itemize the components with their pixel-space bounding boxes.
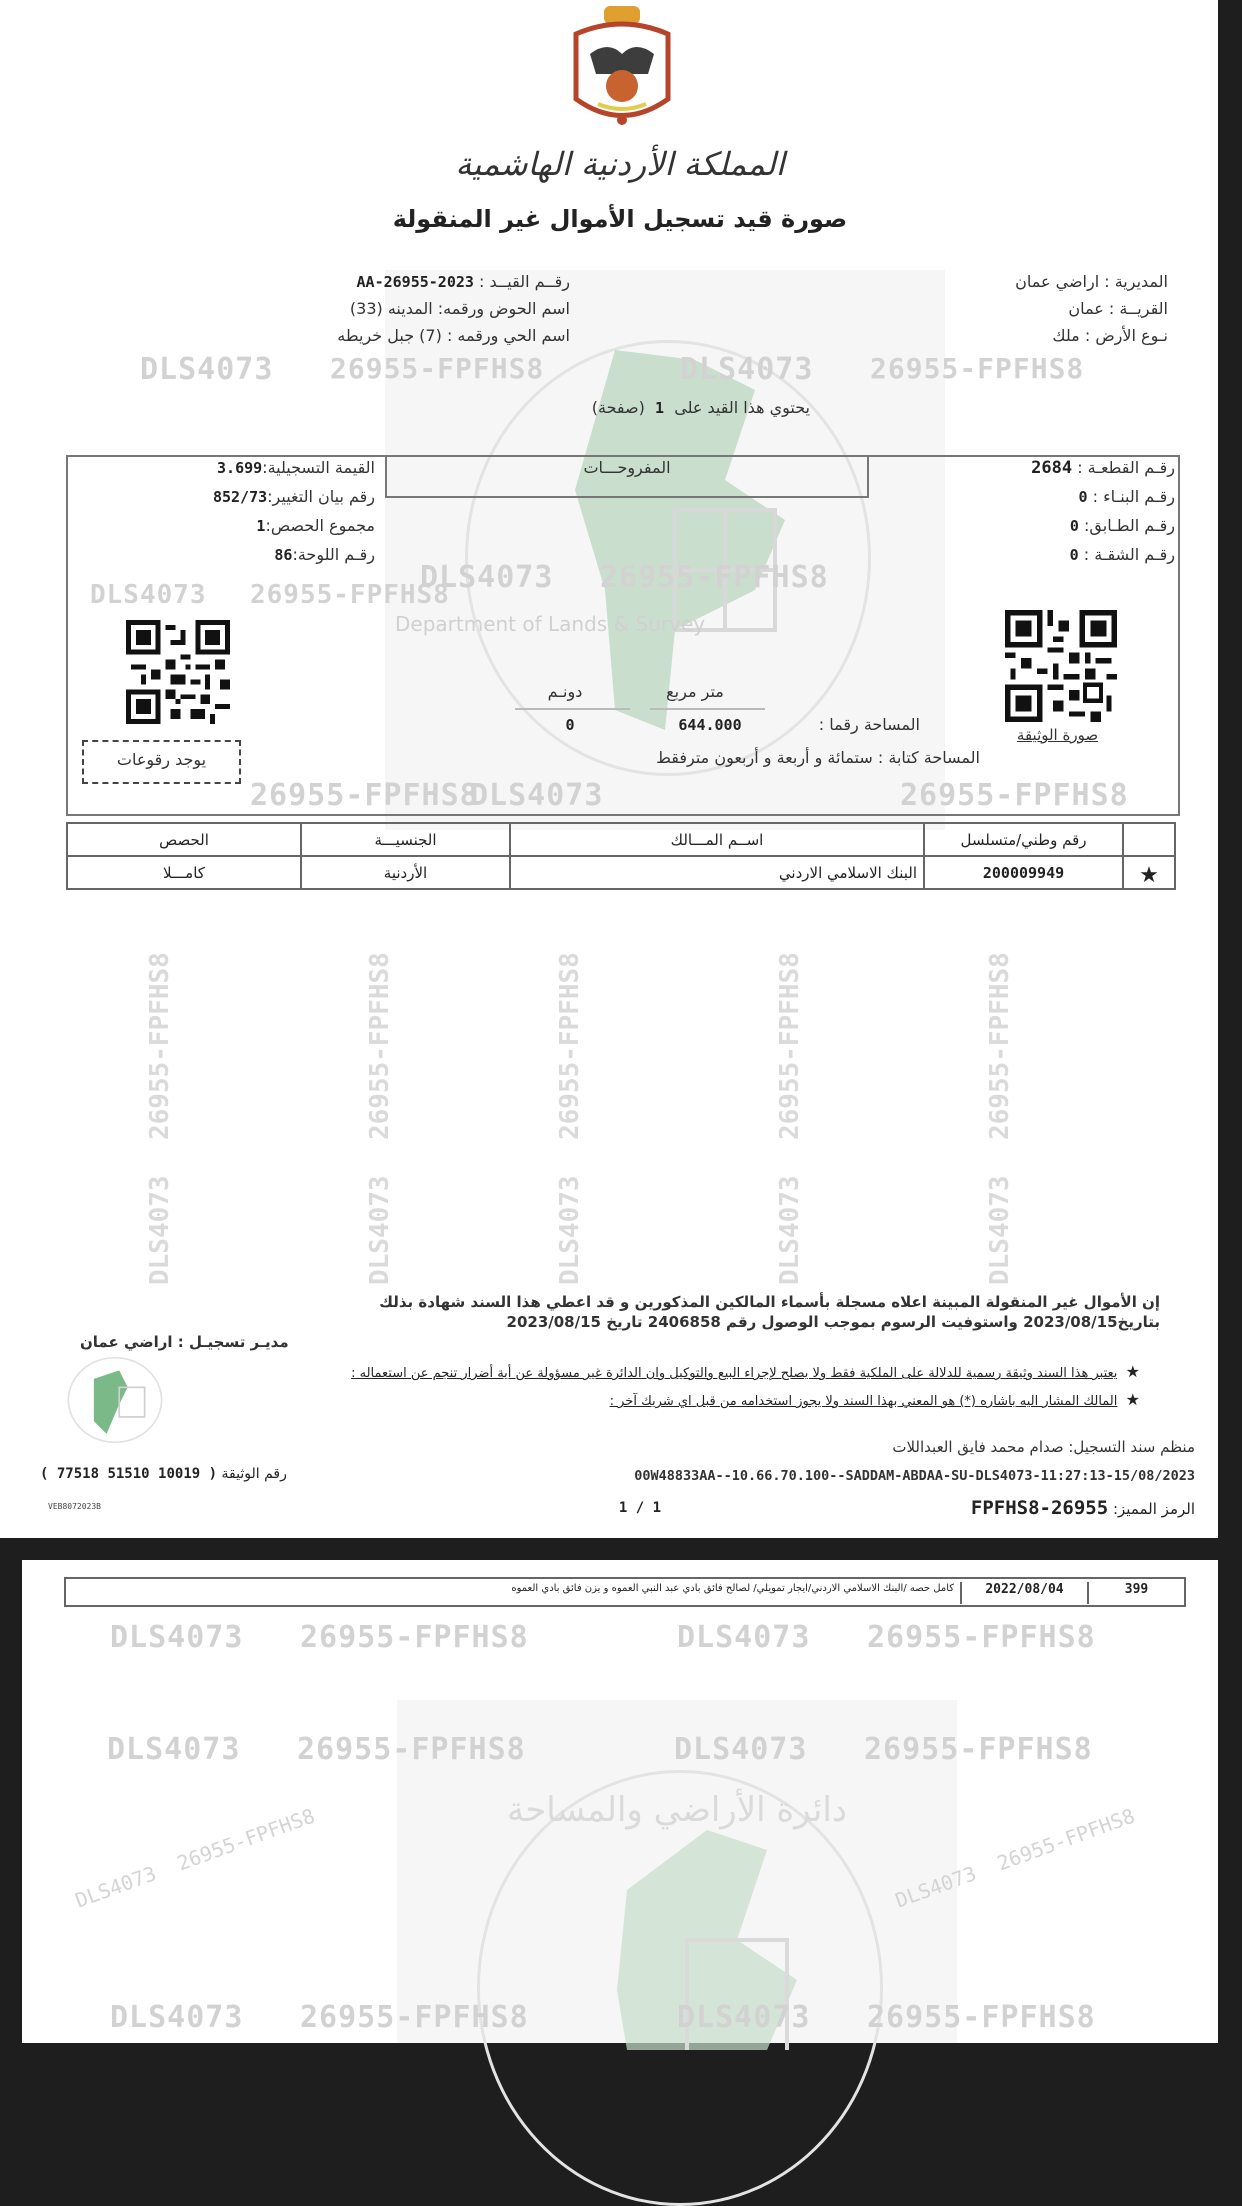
- area-words: المساحة كتابة : ستمائة و أربعة و أربعون مترفقط: [656, 748, 980, 767]
- header-nationality: الجنسيـــة: [301, 823, 510, 856]
- parcel-floor-number: رقـم الطـابق: 0: [1069, 516, 1175, 535]
- watermark-code-vertical: 26955-FPFHS8: [365, 952, 395, 1140]
- header-mark: [1123, 823, 1175, 856]
- watermark-code: 26955-FPFHS8: [864, 1732, 1093, 1767]
- watermark-office: DLS4073: [140, 352, 274, 387]
- watermark-office: DLS4073: [90, 580, 207, 610]
- parcel-total-shares: مجموع الحصص:1: [256, 516, 375, 535]
- owners-table: [66, 822, 1176, 890]
- watermark-office: DLS4073: [110, 2000, 244, 2035]
- parcel-right-fields: [960, 458, 1175, 574]
- watermark-code-vertical: 26955-FPFHS8: [985, 952, 1015, 1140]
- watermark-code: 26955-FPFHS8: [867, 2000, 1096, 2035]
- certificate-line-1: إن الأموال غير المنقولة المبينة اعلاه مسجلة بأسماء المالكين المذكورين و قد اعطي هذا السند شهادة بذلك: [379, 1293, 1160, 1311]
- header-shares: الحصص: [67, 823, 301, 856]
- watermark-office: DLS4073: [107, 1732, 241, 1767]
- area-numeric-label: المساحة رقما :: [818, 715, 920, 734]
- watermark-code: 26955-FPFHS8: [300, 1620, 529, 1655]
- info-neighborhood: اسم الحي ورقمه : (7) جبل خريطه: [337, 326, 570, 345]
- organizer-line: منظم سند التسجيل: صدام محمد فايق العبداللات: [892, 1438, 1195, 1456]
- distinct-code: الرمز المميز: 26955-FPFHS8: [970, 1497, 1195, 1519]
- watermark-office-vertical: DLS4073: [365, 1175, 395, 1285]
- star-icon: ★: [1125, 1362, 1140, 1381]
- watermark-code: 26955-FPFHS8: [900, 778, 1129, 813]
- watermark-code: 26955-FPFHS8: [600, 560, 829, 595]
- watermark-code-vertical: 26955-FPFHS8: [145, 952, 175, 1140]
- department-seal-icon: [60, 1350, 170, 1450]
- qr-code-left[interactable]: [126, 620, 230, 724]
- watermark-code: 26955-FPFHS8: [297, 1732, 526, 1767]
- watermark-office: DLS4073: [470, 778, 604, 813]
- area-unit-divider: [515, 708, 630, 710]
- registrar-line: مديـر تسجيـل : اراضي عمان: [80, 1333, 289, 1351]
- notes: [180, 1362, 1140, 1418]
- watermark-code: 26955-FPFHS8: [250, 778, 479, 813]
- parcel-plot-number: رقـم القطعـة : 2684: [1031, 458, 1175, 478]
- parcel-apartment-number: رقـم الشقـة : 0: [1069, 545, 1175, 564]
- info-right: [880, 272, 1168, 353]
- parcel-left-fields: [135, 458, 375, 574]
- area-dunum-value: 0: [565, 716, 575, 734]
- watermark-office: DLS4073: [420, 560, 554, 595]
- watermark-diagonal: DLS4073 26955-FPFHS8: [892, 1803, 1138, 1913]
- reference-small: VEB8072023B: [48, 1502, 101, 1511]
- encumbrances-box: [385, 456, 869, 498]
- info-basin: اسم الحوض ورقمه: المدينه (33): [349, 299, 570, 318]
- owner-star-mark: ★: [1123, 856, 1175, 889]
- kingdom-name: المملكة الأردنية الهاشمية: [455, 145, 785, 183]
- qr-code-right[interactable]: [1005, 610, 1117, 722]
- encumbrance-date: 2022/08/04: [960, 1582, 1087, 1604]
- watermark-code: 26955-FPFHS8: [300, 2000, 529, 2035]
- watermark-code-vertical: 26955-FPFHS8: [555, 952, 585, 1140]
- document-title: صورة قيد تسجيل الأموال غير المنقولة: [392, 205, 848, 233]
- watermark-office: DLS4073: [677, 2000, 811, 2035]
- seal-text-ar: دائرة الأراضي والمساحة: [507, 1790, 847, 1830]
- watermark-code-vertical: 26955-FPFHS8: [775, 952, 805, 1140]
- owner-share: كامـــلا: [67, 856, 301, 889]
- parcel-sheet-number: رقـم اللوحة:86: [274, 545, 375, 564]
- watermark-code: 26955-FPFHS8: [870, 352, 1085, 385]
- header-owner-name: اســم المـــالك: [510, 823, 924, 856]
- watermark-code: 26955-FPFHS8: [867, 1620, 1096, 1655]
- document-image-link[interactable]: صورة الوثيقة: [1016, 726, 1099, 744]
- document-number: رقم الوثيقة ( 10019 51510 77518 ): [40, 1466, 287, 1482]
- encumbrance-text: كامل حصه /البنك الاسلامي الاردني/ايجار تمويلي/ لصالح فائق بادي عبد النبي العموه و يزن فائق بادي العموه: [511, 1583, 954, 1594]
- info-directorate: المديرية : اراضي عمان: [1015, 272, 1168, 291]
- area-unit-sqm: متر مربع: [666, 682, 724, 701]
- pages-count-line: يحتوي هذا القيد على 1 (صفحة): [591, 398, 810, 417]
- watermark-office: DLS4073: [680, 352, 814, 387]
- watermark-code: 26955-FPFHS8: [250, 580, 450, 610]
- seal-text-en: Department of Lands & Survey: [395, 612, 706, 636]
- watermark-diagonal: DLS4073 26955-FPFHS8: [72, 1803, 318, 1913]
- watermark-office: DLS4073: [674, 1732, 808, 1767]
- encumbrances-label: المفروحـــات: [583, 458, 671, 477]
- area-unit-divider: [650, 708, 765, 710]
- star-icon: ★: [1125, 1390, 1140, 1409]
- info-record-number: رقــم القيــد : 2023-AA-26955: [356, 272, 570, 291]
- area-sqm-value: 644.000: [678, 716, 742, 734]
- owner-national-id: 200009949: [924, 856, 1123, 889]
- header-national-id: رقم وطني/متسلسل: [924, 823, 1123, 856]
- note-item: ★ المالك المشار اليه باشاره (*) هو المعني بهذا السند ولا يجوز استخدامه من قبل اي شريك آخر :: [609, 1390, 1140, 1409]
- trace-line: 00W48833AA--10.66.70.100--SADDAM-ABDAA-SU-DLS4073-11:27:13-15/08/2023: [634, 1468, 1195, 1484]
- watermark-code: 26955-FPFHS8: [330, 352, 545, 385]
- certificate-text: [80, 1292, 1160, 1352]
- watermark-office-vertical: DLS4073: [555, 1175, 585, 1285]
- parcel-change-statement: رقم بيان التغيير:852/73: [212, 487, 375, 506]
- page-number: 1 / 1: [618, 1500, 662, 1516]
- area-unit-dunum: دونـم: [547, 682, 583, 701]
- watermark-office-vertical: DLS4073: [985, 1175, 1015, 1285]
- parcel-building-number: رقـم البنـاء : 0: [1078, 487, 1175, 506]
- owner-nationality: الأردنية: [301, 856, 510, 889]
- watermark-office: DLS4073: [110, 1620, 244, 1655]
- watermark-office-vertical: DLS4073: [145, 1175, 175, 1285]
- info-left: [230, 272, 570, 353]
- document-page-2: [22, 1560, 1218, 2043]
- info-land-type: نـوع الأرض : ملك: [1052, 326, 1168, 345]
- table-row: [67, 856, 1175, 889]
- note-item: ★ يعتبر هذا السند وثيقة رسمية للدلالة على الملكية فقط ولا يصلح لإجراء البيع والتوكيل وان الدائرة غير مسؤولة عن أية أضرار تنجم عن استعماله :: [351, 1362, 1140, 1381]
- patches-box: يوجد رقوعات: [82, 740, 241, 784]
- coat-of-arms-icon: [568, 4, 676, 132]
- encumbrance-seq: 399: [1087, 1582, 1184, 1604]
- owner-name: البنك الاسلامي الاردني: [510, 856, 924, 889]
- info-village: القريــة : عمان: [1068, 299, 1168, 318]
- watermark-office: DLS4073: [677, 1620, 811, 1655]
- owners-table-header: [67, 823, 1175, 856]
- certificate-line-2: بتاريخ2023/08/15 واستوفيت الرسوم بموجب الوصول رقم 2406858 تاريخ 2023/08/15: [506, 1313, 1160, 1331]
- parcel-registered-value: القيمة التسجيلية:3.699: [217, 458, 375, 477]
- encumbrance-row: [64, 1577, 1186, 1607]
- watermark-office-vertical: DLS4073: [775, 1175, 805, 1285]
